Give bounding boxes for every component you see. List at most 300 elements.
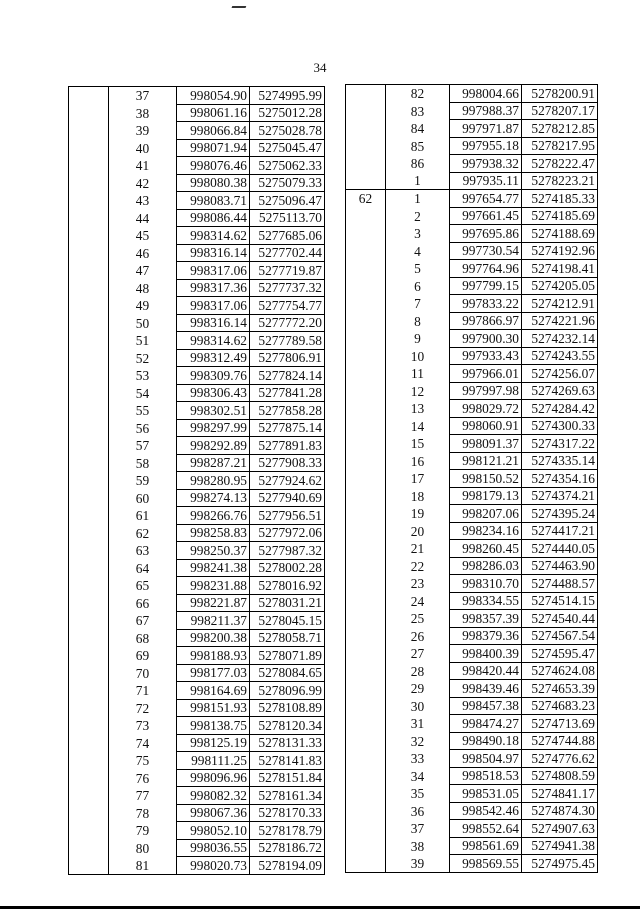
group-number-cell xyxy=(69,594,109,612)
point-number-cell: 27 xyxy=(386,645,450,663)
x-coordinate-cell: 997938.32 xyxy=(450,155,522,173)
table-row xyxy=(346,750,598,768)
point-number-cell: 39 xyxy=(386,855,450,873)
table-row xyxy=(346,855,598,873)
group-number-cell xyxy=(69,419,109,437)
table-row xyxy=(69,542,325,560)
x-coordinate-cell: 998060.91 xyxy=(450,417,522,435)
table-row xyxy=(69,734,325,752)
group-number-cell xyxy=(69,262,109,280)
table-row xyxy=(69,157,325,175)
table-row xyxy=(346,715,598,733)
y-coordinate-cell: 5278096.99 xyxy=(250,682,325,700)
y-coordinate-cell: 5274374.21 xyxy=(522,487,598,505)
table-row xyxy=(69,472,325,490)
y-coordinate-cell: 5278058.71 xyxy=(250,629,325,647)
group-number-cell xyxy=(69,139,109,157)
group-number-cell xyxy=(69,787,109,805)
y-coordinate-cell: 5274205.05 xyxy=(522,277,598,295)
table-row xyxy=(69,699,325,717)
y-coordinate-cell: 5274683.23 xyxy=(522,697,598,715)
y-coordinate-cell: 5274284.42 xyxy=(522,400,598,418)
x-coordinate-cell: 998310.70 xyxy=(450,575,522,593)
group-number-cell xyxy=(69,402,109,420)
table-row xyxy=(69,839,325,857)
group-number-cell xyxy=(346,697,386,715)
table-row xyxy=(69,507,325,525)
point-number-cell: 10 xyxy=(386,347,450,365)
x-coordinate-cell: 998542.46 xyxy=(450,802,522,820)
group-number-cell xyxy=(346,225,386,243)
y-coordinate-cell: 5274907.63 xyxy=(522,820,598,838)
point-number-cell: 67 xyxy=(109,612,177,630)
y-coordinate-cell: 5274317.22 xyxy=(522,435,598,453)
y-coordinate-cell: 5275012.28 xyxy=(250,104,325,122)
x-coordinate-cell: 998266.76 xyxy=(177,507,250,525)
y-coordinate-cell: 5277940.69 xyxy=(250,489,325,507)
point-number-cell: 6 xyxy=(386,277,450,295)
y-coordinate-cell: 5274995.99 xyxy=(250,87,325,105)
point-number-cell: 31 xyxy=(386,715,450,733)
table-row xyxy=(69,227,325,245)
x-coordinate-cell: 998317.06 xyxy=(177,262,250,280)
point-number-cell: 7 xyxy=(386,295,450,313)
group-number-cell xyxy=(69,209,109,227)
x-coordinate-cell: 998080.38 xyxy=(177,174,250,192)
x-coordinate-cell: 998297.99 xyxy=(177,419,250,437)
table-row xyxy=(346,225,598,243)
point-number-cell: 50 xyxy=(109,314,177,332)
x-coordinate-cell: 998066.84 xyxy=(177,122,250,140)
group-number-cell xyxy=(69,717,109,735)
point-number-cell: 73 xyxy=(109,717,177,735)
group-number-cell xyxy=(346,505,386,523)
x-coordinate-cell: 998400.39 xyxy=(450,645,522,663)
table-row xyxy=(69,489,325,507)
group-number-cell xyxy=(69,752,109,770)
y-coordinate-cell: 5274808.59 xyxy=(522,767,598,785)
group-number-cell xyxy=(69,577,109,595)
x-coordinate-cell: 997900.30 xyxy=(450,330,522,348)
x-coordinate-cell: 998082.32 xyxy=(177,787,250,805)
y-coordinate-cell: 5277702.44 xyxy=(250,244,325,262)
x-coordinate-cell: 998474.27 xyxy=(450,715,522,733)
y-coordinate-cell: 5274192.96 xyxy=(522,242,598,260)
point-number-cell: 80 xyxy=(109,839,177,857)
x-coordinate-cell: 998286.03 xyxy=(450,557,522,575)
group-number-cell xyxy=(69,489,109,507)
x-coordinate-cell: 998091.37 xyxy=(450,435,522,453)
y-coordinate-cell: 5274975.45 xyxy=(522,855,598,873)
table-row xyxy=(69,87,325,105)
table-row xyxy=(69,349,325,367)
table-row xyxy=(346,260,598,278)
y-coordinate-cell: 5278161.34 xyxy=(250,787,325,805)
group-number-cell xyxy=(346,680,386,698)
x-coordinate-cell: 998054.90 xyxy=(177,87,250,105)
point-number-cell: 56 xyxy=(109,419,177,437)
x-coordinate-cell: 998490.18 xyxy=(450,732,522,750)
point-number-cell: 55 xyxy=(109,402,177,420)
group-number-cell xyxy=(69,647,109,665)
point-number-cell: 22 xyxy=(386,557,450,575)
group-number-cell xyxy=(69,104,109,122)
table-row xyxy=(69,717,325,735)
x-coordinate-cell: 998561.69 xyxy=(450,837,522,855)
y-coordinate-cell: 5277719.87 xyxy=(250,262,325,280)
point-number-cell: 20 xyxy=(386,522,450,540)
y-coordinate-cell: 5277875.14 xyxy=(250,419,325,437)
group-number-cell xyxy=(346,330,386,348)
table-row xyxy=(346,785,598,803)
table-row xyxy=(69,314,325,332)
table-row xyxy=(346,435,598,453)
group-number-cell xyxy=(346,155,386,173)
x-coordinate-cell: 997988.37 xyxy=(450,102,522,120)
point-number-cell: 60 xyxy=(109,489,177,507)
table-row xyxy=(346,557,598,575)
point-number-cell: 38 xyxy=(109,104,177,122)
group-number-cell xyxy=(69,507,109,525)
x-coordinate-cell: 998036.55 xyxy=(177,839,250,857)
x-coordinate-cell: 998207.06 xyxy=(450,505,522,523)
y-coordinate-cell: 5274624.08 xyxy=(522,662,598,680)
group-number-cell xyxy=(346,645,386,663)
y-coordinate-cell: 5274653.39 xyxy=(522,680,598,698)
x-coordinate-cell: 998150.52 xyxy=(450,470,522,488)
x-coordinate-cell: 998274.13 xyxy=(177,489,250,507)
group-number-cell xyxy=(346,470,386,488)
point-number-cell: 32 xyxy=(386,732,450,750)
table-row xyxy=(69,209,325,227)
x-coordinate-cell: 997997.98 xyxy=(450,382,522,400)
point-number-cell: 45 xyxy=(109,227,177,245)
y-coordinate-cell: 5277841.28 xyxy=(250,384,325,402)
table-row xyxy=(69,822,325,840)
y-coordinate-cell: 5277924.62 xyxy=(250,472,325,490)
table-row xyxy=(69,192,325,210)
group-number-cell xyxy=(346,137,386,155)
point-number-cell: 58 xyxy=(109,454,177,472)
y-coordinate-cell: 5275113.70 xyxy=(250,209,325,227)
point-number-cell: 37 xyxy=(109,87,177,105)
point-number-cell: 61 xyxy=(109,507,177,525)
y-coordinate-cell: 5274269.63 xyxy=(522,382,598,400)
group-number-cell xyxy=(346,365,386,383)
table-row xyxy=(69,682,325,700)
group-number-cell xyxy=(69,192,109,210)
point-number-cell: 26 xyxy=(386,627,450,645)
group-number-cell xyxy=(69,542,109,560)
point-number-cell: 23 xyxy=(386,575,450,593)
group-number-cell xyxy=(346,785,386,803)
point-number-cell: 37 xyxy=(386,820,450,838)
y-coordinate-cell: 5274540.44 xyxy=(522,610,598,628)
x-coordinate-cell: 998316.14 xyxy=(177,244,250,262)
x-coordinate-cell: 998086.44 xyxy=(177,209,250,227)
point-number-cell: 86 xyxy=(386,155,450,173)
group-number-cell xyxy=(69,367,109,385)
point-number-cell: 42 xyxy=(109,174,177,192)
x-coordinate-cell: 998052.10 xyxy=(177,822,250,840)
x-coordinate-cell: 998314.62 xyxy=(177,332,250,350)
y-coordinate-cell: 5274232.14 xyxy=(522,330,598,348)
y-coordinate-cell: 5278186.72 xyxy=(250,839,325,857)
point-number-cell: 35 xyxy=(386,785,450,803)
group-number-cell xyxy=(69,122,109,140)
table-row xyxy=(346,102,598,120)
table-row xyxy=(346,645,598,663)
point-number-cell: 64 xyxy=(109,559,177,577)
y-coordinate-cell: 5274212.91 xyxy=(522,295,598,313)
point-number-cell: 76 xyxy=(109,769,177,787)
table-row xyxy=(69,612,325,630)
point-number-cell: 59 xyxy=(109,472,177,490)
x-coordinate-cell: 997833.22 xyxy=(450,295,522,313)
y-coordinate-cell: 5274744.88 xyxy=(522,732,598,750)
point-number-cell: 17 xyxy=(386,470,450,488)
group-number-cell xyxy=(346,435,386,453)
point-number-cell: 5 xyxy=(386,260,450,278)
table-row xyxy=(69,367,325,385)
group-number-cell xyxy=(346,487,386,505)
x-coordinate-cell: 998067.36 xyxy=(177,804,250,822)
bottom-edge-rule xyxy=(0,906,640,909)
y-coordinate-cell: 5274776.62 xyxy=(522,750,598,768)
y-coordinate-cell: 5274243.55 xyxy=(522,347,598,365)
x-coordinate-cell: 998260.45 xyxy=(450,540,522,558)
x-coordinate-cell: 997661.45 xyxy=(450,207,522,225)
group-number-cell xyxy=(69,699,109,717)
x-coordinate-cell: 998250.37 xyxy=(177,542,250,560)
point-number-cell: 38 xyxy=(386,837,450,855)
point-number-cell: 84 xyxy=(386,120,450,138)
y-coordinate-cell: 5274335.14 xyxy=(522,452,598,470)
x-coordinate-cell: 997955.18 xyxy=(450,137,522,155)
x-coordinate-cell: 998188.93 xyxy=(177,647,250,665)
point-number-cell: 24 xyxy=(386,592,450,610)
group-number-cell xyxy=(346,732,386,750)
point-number-cell: 49 xyxy=(109,297,177,315)
group-number-cell xyxy=(69,804,109,822)
group-number-cell xyxy=(346,312,386,330)
y-coordinate-cell: 5278170.33 xyxy=(250,804,325,822)
y-coordinate-cell: 5278200.91 xyxy=(522,85,598,103)
y-coordinate-cell: 5277772.20 xyxy=(250,314,325,332)
group-number-cell xyxy=(346,820,386,838)
y-coordinate-cell: 5277987.32 xyxy=(250,542,325,560)
table-row xyxy=(346,680,598,698)
group-number-cell xyxy=(346,400,386,418)
table-row xyxy=(346,312,598,330)
table-row xyxy=(69,629,325,647)
x-coordinate-cell: 998061.16 xyxy=(177,104,250,122)
x-coordinate-cell: 997730.54 xyxy=(450,242,522,260)
point-number-cell: 39 xyxy=(109,122,177,140)
x-coordinate-cell: 998504.97 xyxy=(450,750,522,768)
point-number-cell: 74 xyxy=(109,734,177,752)
group-number-cell xyxy=(69,437,109,455)
group-number-cell xyxy=(346,260,386,278)
group-number-cell xyxy=(69,857,109,875)
y-coordinate-cell: 5277789.58 xyxy=(250,332,325,350)
group-number-cell xyxy=(346,347,386,365)
y-coordinate-cell: 5277956.51 xyxy=(250,507,325,525)
y-coordinate-cell: 5274256.07 xyxy=(522,365,598,383)
group-number-cell xyxy=(346,575,386,593)
y-coordinate-cell: 5278045.15 xyxy=(250,612,325,630)
table-row xyxy=(69,419,325,437)
x-coordinate-cell: 998317.36 xyxy=(177,279,250,297)
scan-mark xyxy=(232,0,249,8)
table-row xyxy=(346,732,598,750)
x-coordinate-cell: 997654.77 xyxy=(450,190,522,208)
x-coordinate-cell: 998292.89 xyxy=(177,437,250,455)
table-row xyxy=(346,802,598,820)
x-coordinate-cell: 998234.16 xyxy=(450,522,522,540)
x-coordinate-cell: 998221.87 xyxy=(177,594,250,612)
y-coordinate-cell: 5278141.83 xyxy=(250,752,325,770)
x-coordinate-cell: 998125.19 xyxy=(177,734,250,752)
y-coordinate-cell: 5278131.33 xyxy=(250,734,325,752)
table-row xyxy=(346,837,598,855)
group-number-cell xyxy=(346,522,386,540)
group-number-cell: 62 xyxy=(346,190,386,208)
table-row xyxy=(69,559,325,577)
point-number-cell: 2 xyxy=(386,207,450,225)
point-number-cell: 43 xyxy=(109,192,177,210)
table-row xyxy=(69,244,325,262)
table-row xyxy=(346,662,598,680)
y-coordinate-cell: 5275079.33 xyxy=(250,174,325,192)
point-number-cell: 46 xyxy=(109,244,177,262)
group-number-cell xyxy=(69,174,109,192)
x-coordinate-cell: 998457.38 xyxy=(450,697,522,715)
x-coordinate-cell: 998552.64 xyxy=(450,820,522,838)
x-coordinate-cell: 998312.49 xyxy=(177,349,250,367)
point-number-cell: 52 xyxy=(109,349,177,367)
table-row xyxy=(69,104,325,122)
point-number-cell: 63 xyxy=(109,542,177,560)
table-row xyxy=(69,752,325,770)
y-coordinate-cell: 5278108.89 xyxy=(250,699,325,717)
x-coordinate-cell: 998314.62 xyxy=(177,227,250,245)
group-number-cell xyxy=(346,855,386,873)
group-number-cell xyxy=(346,715,386,733)
table-row xyxy=(69,524,325,542)
group-number-cell xyxy=(69,244,109,262)
point-number-cell: 75 xyxy=(109,752,177,770)
table-row xyxy=(69,402,325,420)
y-coordinate-cell: 5277891.83 xyxy=(250,437,325,455)
table-row xyxy=(346,592,598,610)
table-row xyxy=(346,382,598,400)
x-coordinate-cell: 998071.94 xyxy=(177,139,250,157)
group-number-cell xyxy=(346,767,386,785)
table-row xyxy=(69,769,325,787)
y-coordinate-cell: 5278207.17 xyxy=(522,102,598,120)
point-number-cell: 47 xyxy=(109,262,177,280)
group-number-cell xyxy=(69,769,109,787)
group-number-cell xyxy=(346,592,386,610)
point-number-cell: 54 xyxy=(109,384,177,402)
x-coordinate-cell: 998020.73 xyxy=(177,857,250,875)
x-coordinate-cell: 998083.71 xyxy=(177,192,250,210)
x-coordinate-cell: 998531.05 xyxy=(450,785,522,803)
y-coordinate-cell: 5274188.69 xyxy=(522,225,598,243)
group-number-cell xyxy=(69,734,109,752)
x-coordinate-cell: 998076.46 xyxy=(177,157,250,175)
x-coordinate-cell: 998302.51 xyxy=(177,402,250,420)
table-row xyxy=(346,242,598,260)
x-coordinate-cell: 997933.43 xyxy=(450,347,522,365)
y-coordinate-cell: 5274198.41 xyxy=(522,260,598,278)
y-coordinate-cell: 5274488.57 xyxy=(522,575,598,593)
table-row xyxy=(69,174,325,192)
y-coordinate-cell: 5275045.47 xyxy=(250,139,325,157)
x-coordinate-cell: 998121.21 xyxy=(450,452,522,470)
y-coordinate-cell: 5277824.14 xyxy=(250,367,325,385)
table-row xyxy=(69,454,325,472)
point-number-cell: 82 xyxy=(386,85,450,103)
group-number-cell xyxy=(69,682,109,700)
point-number-cell: 34 xyxy=(386,767,450,785)
point-number-cell: 81 xyxy=(109,857,177,875)
table-row xyxy=(69,279,325,297)
table-row xyxy=(69,437,325,455)
x-coordinate-cell: 997935.11 xyxy=(450,172,522,190)
x-coordinate-cell: 997764.96 xyxy=(450,260,522,278)
group-number-cell xyxy=(346,627,386,645)
table-row xyxy=(346,277,598,295)
table-row xyxy=(69,297,325,315)
x-coordinate-cell: 998518.53 xyxy=(450,767,522,785)
point-number-cell: 4 xyxy=(386,242,450,260)
point-number-cell: 53 xyxy=(109,367,177,385)
y-coordinate-cell: 5278217.95 xyxy=(522,137,598,155)
point-number-cell: 29 xyxy=(386,680,450,698)
y-coordinate-cell: 5277806.91 xyxy=(250,349,325,367)
group-number-cell xyxy=(69,227,109,245)
x-coordinate-cell: 998138.75 xyxy=(177,717,250,735)
x-coordinate-cell: 998179.13 xyxy=(450,487,522,505)
point-number-cell: 30 xyxy=(386,697,450,715)
table-row xyxy=(69,857,325,875)
x-coordinate-cell: 997966.01 xyxy=(450,365,522,383)
group-number-cell xyxy=(346,540,386,558)
y-coordinate-cell: 5274300.33 xyxy=(522,417,598,435)
group-number-cell xyxy=(346,610,386,628)
table-row xyxy=(69,122,325,140)
point-number-cell: 78 xyxy=(109,804,177,822)
point-number-cell: 62 xyxy=(109,524,177,542)
x-coordinate-cell: 998111.25 xyxy=(177,752,250,770)
table-row xyxy=(346,697,598,715)
y-coordinate-cell: 5278222.47 xyxy=(522,155,598,173)
table-row xyxy=(346,452,598,470)
group-number-cell xyxy=(346,242,386,260)
group-number-cell xyxy=(346,102,386,120)
point-number-cell: 79 xyxy=(109,822,177,840)
point-number-cell: 70 xyxy=(109,664,177,682)
group-number-cell xyxy=(69,384,109,402)
point-number-cell: 33 xyxy=(386,750,450,768)
table-row xyxy=(346,295,598,313)
y-coordinate-cell: 5278194.09 xyxy=(250,857,325,875)
x-coordinate-cell: 998211.37 xyxy=(177,612,250,630)
group-number-cell xyxy=(69,559,109,577)
group-number-cell xyxy=(69,332,109,350)
